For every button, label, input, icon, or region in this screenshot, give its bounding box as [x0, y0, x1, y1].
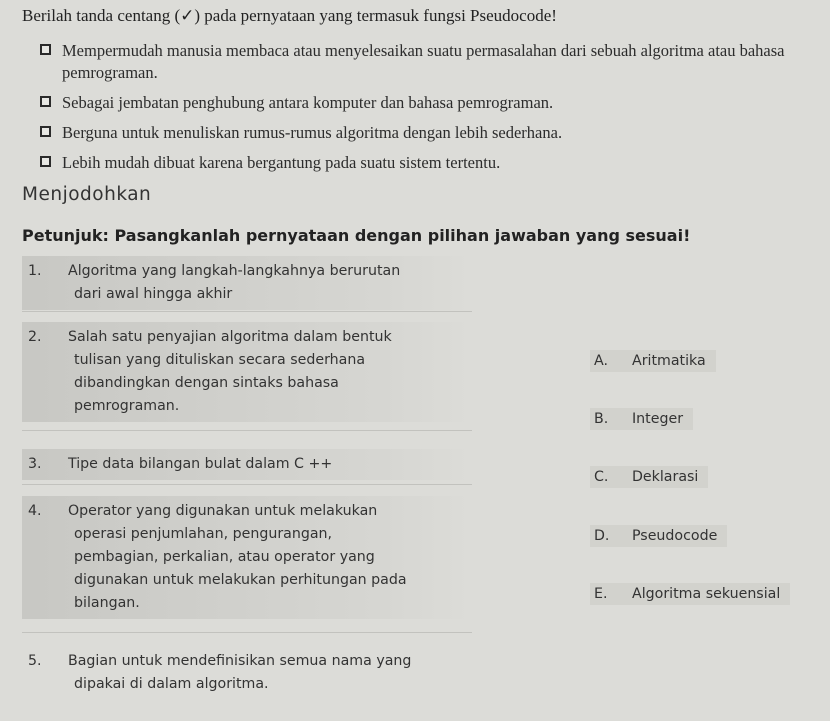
option-letter: E. [594, 586, 608, 602]
checklist-item-text: Sebagai jembatan penghubung antara komputer dan bahasa pemrograman. [62, 93, 554, 112]
question-text: Salah satu penyajian algoritma dalam bentuk [68, 329, 392, 345]
checklist-item-text: Mempermudah manusia membaca atau menyelesaikan suatu permasalahan dari sebuah algoritma atau bahasa pemrograman. [62, 41, 785, 82]
question-text: pemrograman. [74, 398, 180, 414]
question-item [22, 449, 472, 480]
option-letter: B. [594, 411, 609, 427]
checklist-instruction: Berilah tanda centang (✓) pada pernyataan yang termasuk fungsi Pseudocode! [22, 6, 557, 25]
question-number: 5. [28, 653, 42, 669]
question-text: pembagian, perkalian, atau operator yang [74, 549, 375, 565]
question-text: Algoritma yang langkah-langkahnya berurutan [68, 263, 401, 279]
question-text: dari awal hingga akhir [74, 286, 233, 302]
matching-instruction: Petunjuk: Pasangkanlah pernyataan dengan pilihan jawaban yang sesuai! [22, 226, 691, 245]
question-number: 2. [28, 329, 42, 345]
question-item [22, 322, 472, 422]
question-text: dibandingkan dengan sintaks bahasa [74, 375, 339, 391]
divider [22, 484, 472, 485]
divider [22, 632, 472, 633]
question-number: 3. [28, 456, 42, 472]
checklist-item[interactable] [40, 152, 830, 174]
answer-option [590, 408, 693, 430]
option-letter: D. [594, 528, 610, 544]
divider [22, 430, 472, 431]
option-letter: A. [594, 353, 608, 369]
question-number: 4. [28, 503, 42, 519]
question-item [22, 646, 542, 700]
checklist-item-text: Berguna untuk menuliskan rumus-rumus algoritma dengan lebih sederhana. [62, 123, 563, 142]
checklist-item[interactable] [40, 40, 830, 84]
option-text: Integer [632, 411, 684, 427]
answer-option [590, 350, 716, 372]
question-text: bilangan. [74, 595, 140, 611]
question-text: Tipe data bilangan bulat dalam C ++ [68, 456, 333, 472]
answer-option [590, 583, 790, 605]
checklist [40, 40, 830, 182]
question-item [22, 256, 472, 310]
question-text: dipakai di dalam algoritma. [74, 676, 269, 692]
checklist-item[interactable] [40, 122, 830, 144]
divider [22, 311, 472, 312]
checkbox[interactable] [40, 96, 51, 107]
question-text: Operator yang digunakan untuk melakukan [68, 503, 378, 519]
checklist-item[interactable] [40, 92, 830, 114]
checkbox[interactable] [40, 126, 51, 137]
answer-option [590, 466, 708, 488]
checklist-item-text: Lebih mudah dibuat karena bergantung pada suatu sistem tertentu. [62, 153, 501, 172]
question-text: tulisan yang dituliskan secara sederhana [74, 352, 366, 368]
option-text: Aritmatika [632, 353, 706, 369]
checkbox[interactable] [40, 156, 51, 167]
question-item [22, 496, 472, 619]
answer-option [590, 525, 727, 547]
option-text: Deklarasi [632, 469, 699, 485]
question-text: Bagian untuk mendefinisikan semua nama yang [68, 653, 412, 669]
section-title: Menjodohkan [22, 184, 152, 205]
checkbox[interactable] [40, 44, 51, 55]
option-text: Pseudocode [632, 528, 718, 544]
option-text: Algoritma sekuensial [632, 586, 781, 602]
question-text: operasi penjumlahan, pengurangan, [74, 526, 333, 542]
option-letter: C. [594, 469, 609, 485]
question-number: 1. [28, 263, 42, 279]
question-text: digunakan untuk melakukan perhitungan pada [74, 572, 407, 588]
